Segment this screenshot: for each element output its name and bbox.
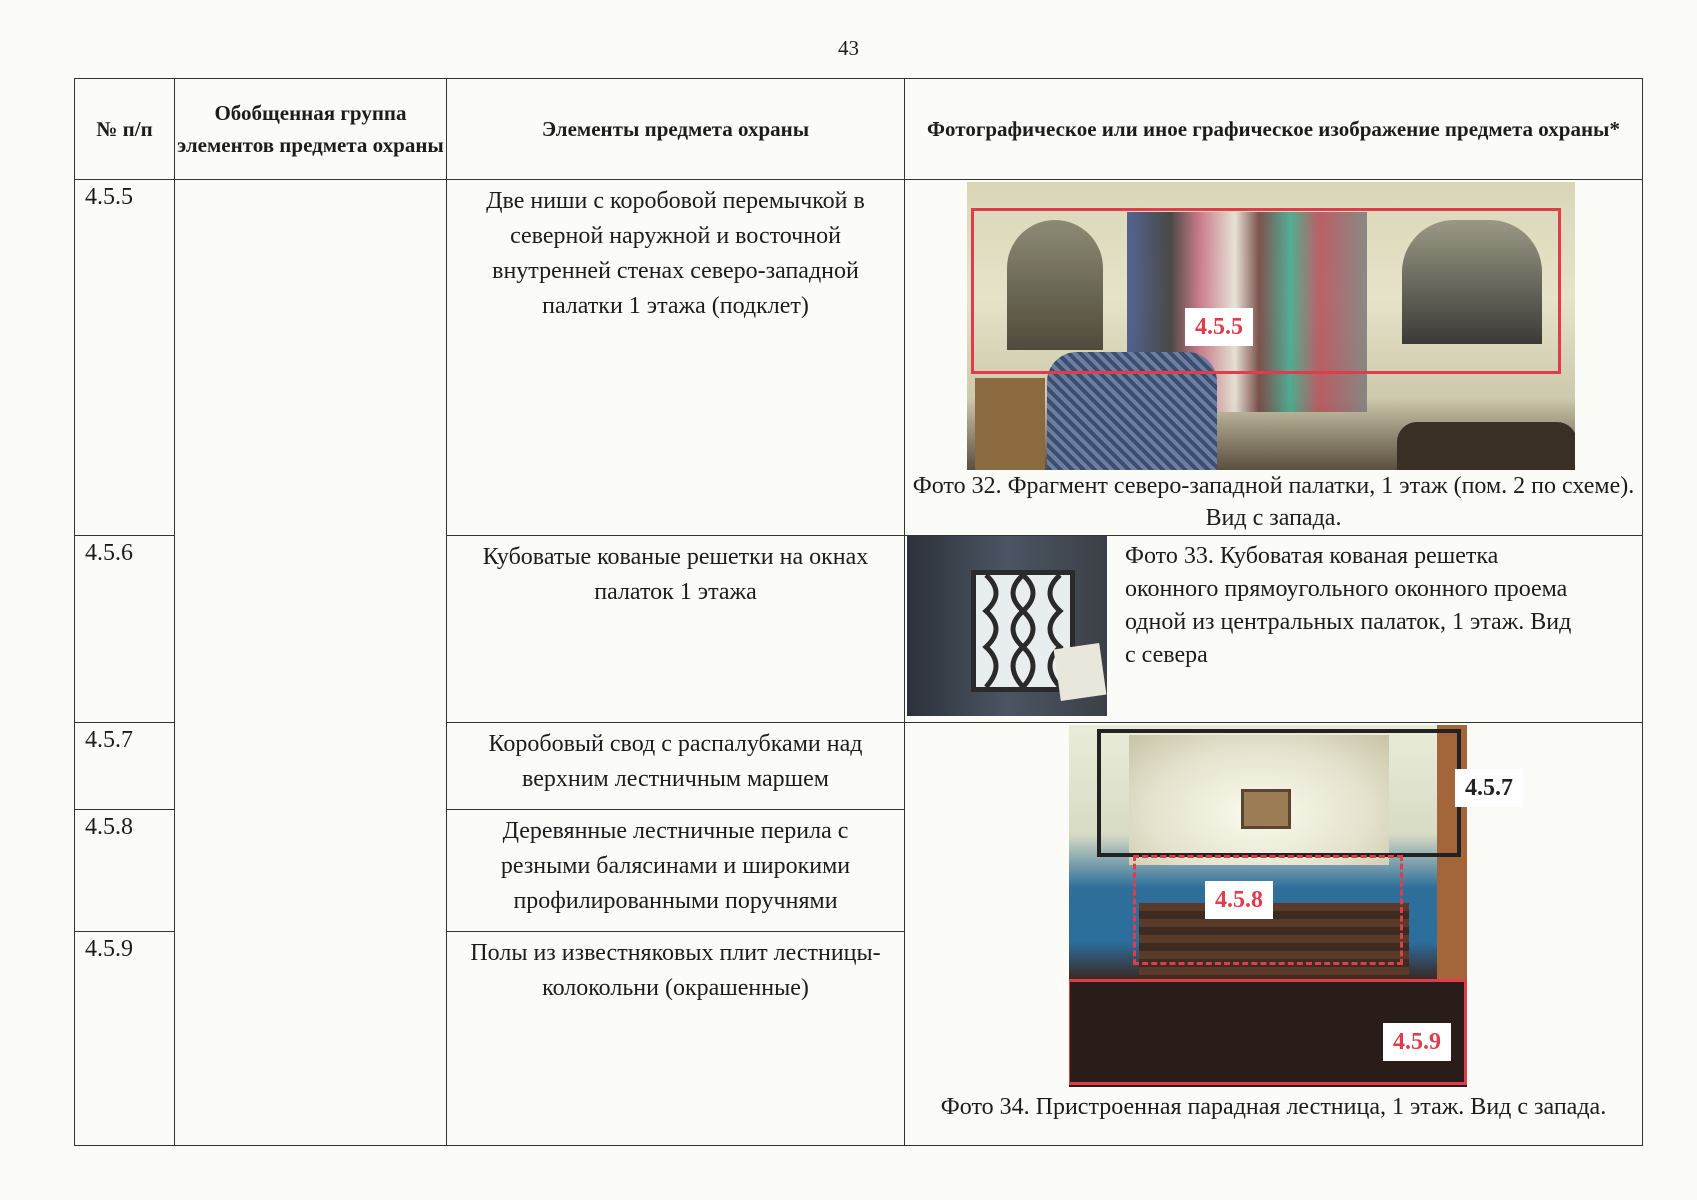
photo-32 [967,182,1575,470]
page-number: 43 [838,36,859,60]
photo-tag-457: 4.5.7 [1455,769,1523,807]
photo-34-caption: Фото 34. Пристроенная парадная лестница, 1 этаж. Вид с запада. [940,1094,1607,1120]
protection-table [74,78,1643,1146]
highlight-frame-457 [1097,729,1461,857]
row-element: Коробовый свод с распалубками над верхним лестничным маршем [447,723,905,810]
row-number: 4.5.8 [75,810,175,932]
row-element: Деревянные лестничные перила с резными балясинами и широкими профилированными поручнями [447,810,905,932]
row-number: 4.5.6 [75,536,175,723]
photo-tag-459: 4.5.9 [1383,1023,1451,1061]
table-row [75,180,1643,536]
photo-32-caption: Фото 32. Фрагмент северо-западной палатки, 1 этаж (пом. 2 по схеме). Вид с запада. [912,473,1635,531]
row-element: Полы из известняковых плит лестницы-колокольни (окрашенные) [447,932,905,1146]
header-elements: Элементы предмета охраны [447,79,905,180]
photo-cell-34 [905,723,1643,1146]
row-number: 4.5.7 [75,723,175,810]
header-number: № п/п [75,79,175,180]
row-element: Две ниши с коробовой перемычкой в северной наружной и восточной внутренней стенах северо-западной палатки 1 этажа (подклет) [447,180,905,536]
shoes [1397,422,1575,470]
row-number: 4.5.5 [75,180,175,536]
highlight-frame-455 [971,208,1561,374]
photo-cell-33 [905,536,1643,723]
photo-33-caption: Фото 33. Кубоватая кованая решетка оконного прямоугольного оконного проема одной из центральных палаток, 1 этаж. Вид с севера [1125,543,1572,668]
photo-33 [907,536,1107,716]
photo-cell-32 [905,180,1643,536]
group-cell [175,180,447,1146]
header-photo: Фотографическое или иное графическое изображение предмета охраны* [905,79,1643,180]
paper-note [1054,643,1107,701]
table-header-row [75,79,1643,180]
row-element: Кубоватые кованые решетки на окнах палаток 1 этажа [447,536,905,723]
box [975,378,1045,470]
row-number: 4.5.9 [75,932,175,1146]
header-group: Обобщенная группа элементов предмета охраны [175,79,447,180]
photo-tag-458: 4.5.8 [1205,881,1273,919]
photo-tag-455: 4.5.5 [1185,308,1253,346]
